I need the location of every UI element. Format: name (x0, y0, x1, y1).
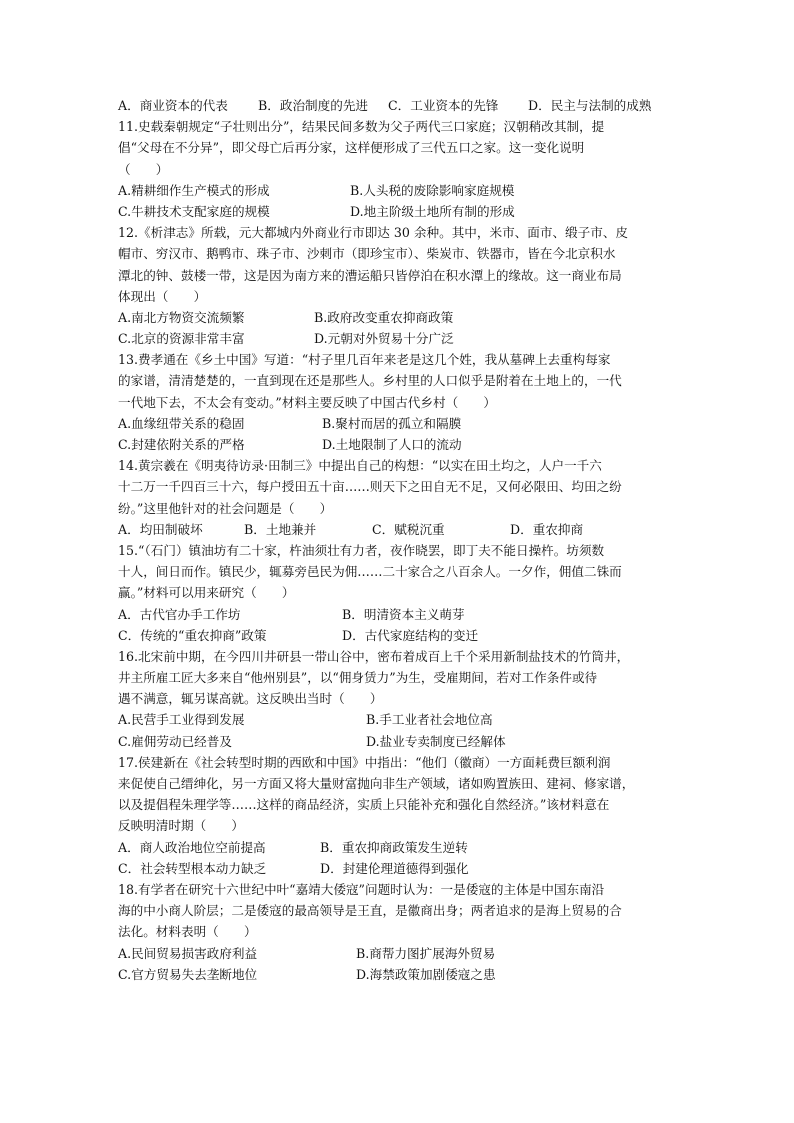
q12-stem-line: 体现出（ ） (118, 288, 207, 304)
q16-option-d[interactable]: D.盐业专卖制度已经解体 (366, 733, 506, 749)
q17-stem-line: 17.侯建新在《社会转型时期的西欧和中国》中指出：“他们（徽商）一方面耗费巨额利润 (118, 754, 611, 770)
q17-option-c[interactable]: C．社会转型根本动力缺乏 (118, 860, 267, 876)
q17-option-d[interactable]: D．封建伦理道德得到强化 (320, 860, 469, 876)
q11-option-c[interactable]: C.牛耕技术支配家庭的规模 (118, 203, 270, 219)
q11-option-d[interactable]: D.地主阶级土地所有制的形成 (350, 203, 515, 219)
q18-stem-line: 海的中小商人阶层；二是倭寇的最高领导是王直，是徽商出身；两者追求的是海上贸易的合 (118, 903, 622, 919)
q17-stem-line: 以及提倡程朱理学等……这样的商品经济，实质上只能补充和强化自然经济。”该材料意在 (118, 797, 610, 813)
question-11 (118, 116, 678, 222)
q18-option-c[interactable]: C.官方贸易失去垄断地位 (118, 966, 258, 982)
q10-option-b[interactable]: B．政治制度的先进 (258, 98, 369, 113)
q17-options (118, 837, 678, 879)
q18-option-b[interactable]: B.商帮力图扩展海外贸易 (356, 945, 496, 961)
q16-stem-line: 遇不满意，辄另谋高就。这反映出当时（ ） (118, 691, 383, 707)
q17-option-b[interactable]: B．重农抑商政策发生逆转 (320, 839, 468, 855)
q17-option-a[interactable]: A．商人政治地位空前提高 (118, 839, 266, 855)
q15-options (118, 604, 678, 646)
q10-option-a[interactable]: A．商业资本的代表 (118, 98, 228, 113)
question-13 (118, 349, 678, 455)
q12-option-d[interactable]: D.元朝对外贸易十分广泛 (314, 331, 454, 347)
q13-stem-line: 的家谱，清清楚楚的，一直到现在还是那些人。乡村里的人口似乎是附着在土地上的，一代 (118, 373, 622, 389)
q11-options (118, 180, 678, 222)
q15-stem-line: 十人，间日而作。镇民少，辄募旁邑民为佣……二十家合之八百余人。一夕作，佣值二铢而 (118, 564, 622, 580)
q11-stem-line: 11.史载秦朝规定“子壮则出分”，结果民间多数为父子两代三口家庭；汉朝稍改其制，提 (118, 119, 605, 135)
q15-stem-line: 15.“（石门）镇油坊有二十家，杵油须壮有力者，夜作晓罢，即丁夫不能日操杵。坊须数 (118, 542, 605, 558)
q10-options (118, 95, 678, 116)
q15-option-d[interactable]: D．古代家庭结构的变迁 (342, 627, 479, 643)
q10-option-c[interactable]: C．工业资本的先锋 (388, 98, 499, 113)
q17-stem-line: 反映明清时期（ ） (118, 818, 244, 834)
q12-option-b[interactable]: B.政府改变重农抑商政策 (314, 309, 454, 325)
q13-option-a[interactable]: A.血缘纽带关系的稳固 (118, 415, 245, 431)
q13-stem-line: 一代地下去，不太会有变动。”材料主要反映了中国古代乡村（ ） (118, 394, 496, 410)
q14-option-a[interactable]: A．均田制破坏 (118, 521, 203, 537)
q14-stem-line: 十二万一千四百三十六，每户授田五十亩……则天下之田自无不足，又何必限田、均田之纷 (118, 479, 622, 495)
q15-stem-line: 赢。”材料可以用来研究（ ） (118, 585, 295, 601)
q11-stem-line: （ ） (118, 161, 169, 177)
q12-stem-line: 12.《析津志》所载，元大都城内外商业行市即达 30 余种。其中，米市、面市、缎子市、皮 (118, 225, 629, 241)
q18-stem-line: 法化。材料表明（ ） (118, 924, 257, 940)
q10-option-d[interactable]: D．民主与法制的成熟 (528, 98, 652, 113)
q18-option-a[interactable]: A.民间贸易损害政府利益 (118, 945, 258, 961)
q12-stem-line: 帽市、穷汉市、鹅鸭市、珠子市、沙刺市（即珍宝市）、柴炭市、铁器市，皆在今北京积水 (118, 246, 616, 262)
q13-option-c[interactable]: C.封建依附关系的严格 (118, 437, 245, 452)
question-12 (118, 222, 678, 349)
q11-option-b[interactable]: B.人头税的废除影响家庭规模 (350, 182, 515, 198)
q18-stem-line: 18.有学者在研究十六世纪中叶“嘉靖大倭寇”问题时认为：一是倭寇的主体是中国东南沿 (118, 881, 605, 897)
q16-options (118, 709, 678, 751)
q16-option-b[interactable]: B.手工业者社会地位高 (366, 712, 493, 728)
question-16 (118, 646, 678, 752)
q18-options (118, 943, 678, 985)
question-18 (118, 879, 678, 985)
q11-stem-line: 倡“父母在不分异”，即父母亡后再分家，这样便形成了三代五口之家。这一变化说明 (118, 140, 585, 156)
q16-option-a[interactable]: A.民营手工业得到发展 (118, 712, 245, 728)
q14-stem-line: 纷。”这里他针对的社会问题是（ ） (118, 500, 333, 516)
q14-stem-line: 14.黄宗羲在《明夷待访录·田制三》中提出自己的构想：“以实在田土均之，人户一千六 (118, 458, 602, 474)
q14-option-d[interactable]: D．重农抑商 (510, 521, 584, 537)
exam-page (118, 95, 678, 985)
q14-option-b[interactable]: B．土地兼并 (244, 521, 317, 537)
q18-option-d[interactable]: D.海禁政策加剧倭寇之患 (356, 966, 496, 982)
q12-options (118, 307, 678, 349)
q17-stem-line: 来促使自己缙绅化，另一方面又将大量财富抛向非生产领域，诸如购置族田、建祠、修家谱， (118, 776, 635, 791)
q14-option-c[interactable]: C．赋税沉重 (372, 521, 445, 537)
question-15 (118, 540, 678, 646)
q16-stem-line: 16.北宋前中期，在今四川井研县一带山谷中，密布着成百上千个采用新制盐技术的竹筒井， (118, 648, 630, 664)
q12-option-a[interactable]: A.南北方物资交流频繁 (118, 309, 245, 325)
q11-option-a[interactable]: A.精耕细作生产模式的形成 (118, 182, 270, 198)
q13-stem-line: 13.费孝通在《乡土中国》写道：“村子里几百年来老是这几个姓，我从墓碑上去重构每家 (118, 352, 611, 368)
q15-option-b[interactable]: B．明清资本主义萌芽 (342, 606, 465, 622)
q16-option-c[interactable]: C.雇佣劳动已经普及 (118, 733, 232, 749)
q15-option-c[interactable]: C．传统的“重农抑商”政策 (118, 627, 267, 643)
q13-options (118, 413, 678, 455)
q12-stem-line: 潭北的钟、鼓楼一带，这是因为南方来的漕运船只皆停泊在积水潭上的缘故。这一商业布局 (118, 267, 622, 283)
q16-stem-line: 井主所雇工匠大多来自“他州别县”，以“佣身赁力”为生，受雇期间，若对工作条件或待 (118, 670, 598, 686)
q15-option-a[interactable]: A．古代官办手工作坊 (118, 606, 241, 622)
question-14 (118, 455, 678, 540)
q12-option-c[interactable]: C.北京的资源非常丰富 (118, 331, 245, 347)
q14-options (118, 519, 678, 540)
q13-option-d[interactable]: D.土地限制了人口的流动 (322, 437, 462, 452)
question-17 (118, 752, 678, 879)
q13-option-b[interactable]: B.聚村而居的孤立和隔膜 (322, 415, 462, 431)
